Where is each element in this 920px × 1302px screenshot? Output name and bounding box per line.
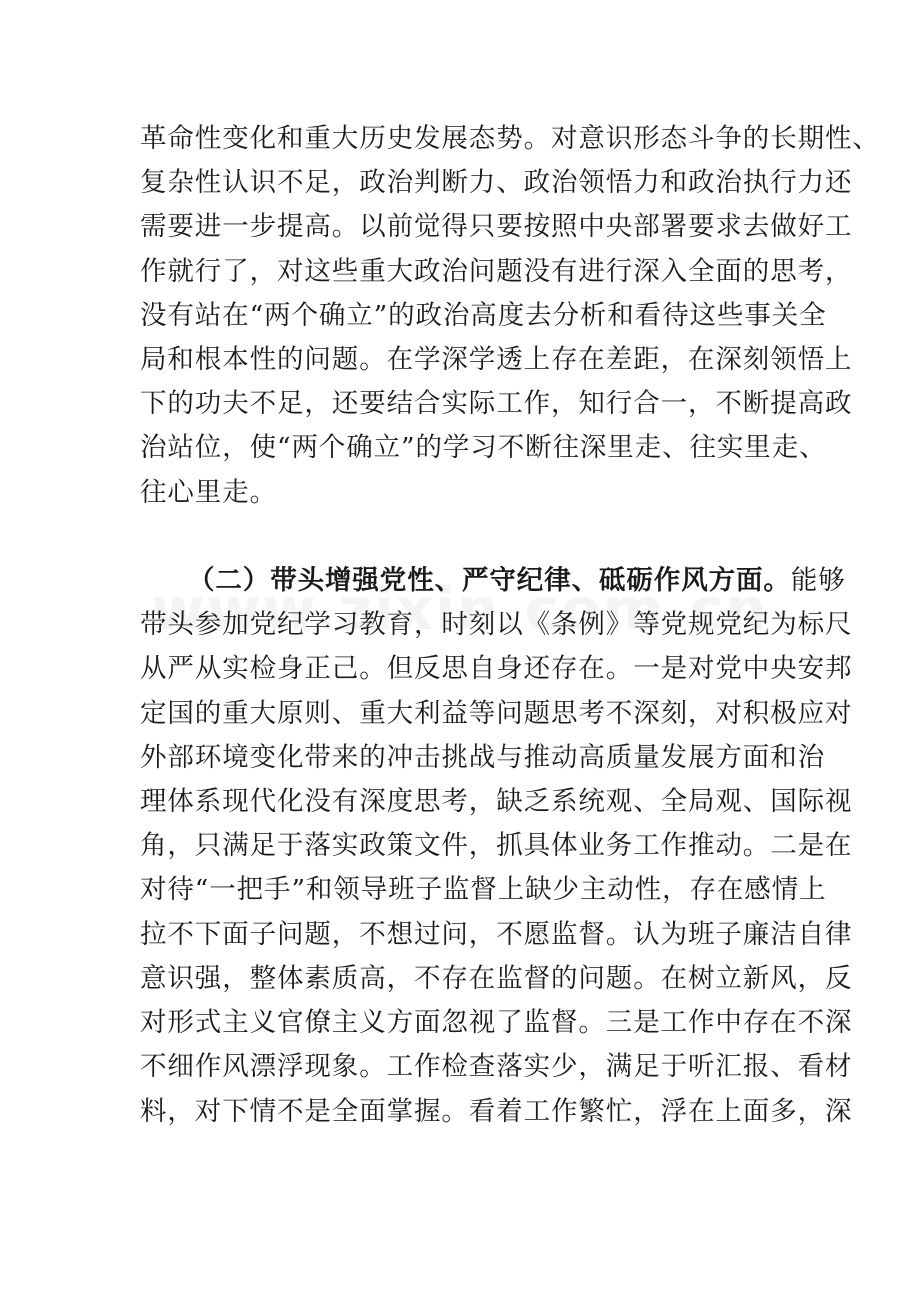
paragraph-line: 不细作风漂浮现象。工作检查落实少，满足于听汇报、看材 [140,1051,853,1082]
paragraph-line: 往心里走。 [140,477,277,508]
section-heading: （二）带头增强党性、严守纪律、砥砺作风方面。 [188,565,791,596]
paragraph-line: 对待“一把手”和领导班子监督上缺少主动性，存在感情上 [140,874,827,905]
paragraph-line: 需要进一步提高。以前觉得只要按照中央部署要求去做好工 [140,211,853,242]
paragraph-line: 外部环境变化带来的冲击挑战与推动高质量发展方面和治 [140,742,825,773]
paragraph-line: 治站位，使“两个确立”的学习不断往深里走、往实里走、 [140,432,827,463]
paragraph-line: 下的功夫不足，还要结合实际工作，知行合一，不断提高政 [140,388,853,419]
paragraph-line: 没有站在“两个确立”的政治高度去分析和看待这些事关全 [140,300,827,331]
paragraph-line: 革命性变化和重大历史发展态势。对意识形态斗争的长期性、 [140,123,880,154]
paragraph-line: 定国的重大原则、重大利益等问题思考不深刻，对积极应对 [140,698,853,729]
paragraph-line: 理体系现代化没有深度思考，缺乏系统观、全局观、国际视 [140,786,853,817]
paragraph-line: 角，只满足于落实政策文件，抓具体业务工作推动。二是在 [140,830,853,861]
paragraph-line: 对形式主义官僚主义方面忽视了监督。三是工作中存在不深 [140,1007,853,1038]
paragraph-line: 局和根本性的问题。在学深学透上存在差距，在深刻领悟上 [140,344,853,375]
paragraph-line: 拉不下面子问题，不想过问，不愿监督。认为班子廉洁自律 [140,919,853,950]
paragraph-line: 料，对下情不是全面掌握。看着工作繁忙，浮在上面多，深 [140,1096,853,1127]
paragraph-line: 复杂性认识不足，政治判断力、政治领悟力和政治执行力还 [140,167,853,198]
paragraph-line: 从严从实检身正己。但反思自身还存在。一是对党中央安邦 [140,653,853,684]
paragraph-line: 作就行了，对这些重大政治问题没有进行深入全面的思考， [140,256,853,287]
paragraph-line: 带头参加党纪学习教育，时刻以《条例》等党规党纪为标尺 [140,609,853,640]
section-lead-text: 能够 [790,565,846,596]
paragraph-line: 意识强，整体素质高，不存在监督的问题。在树立新风，反 [140,963,853,994]
section-heading-line [188,563,846,599]
